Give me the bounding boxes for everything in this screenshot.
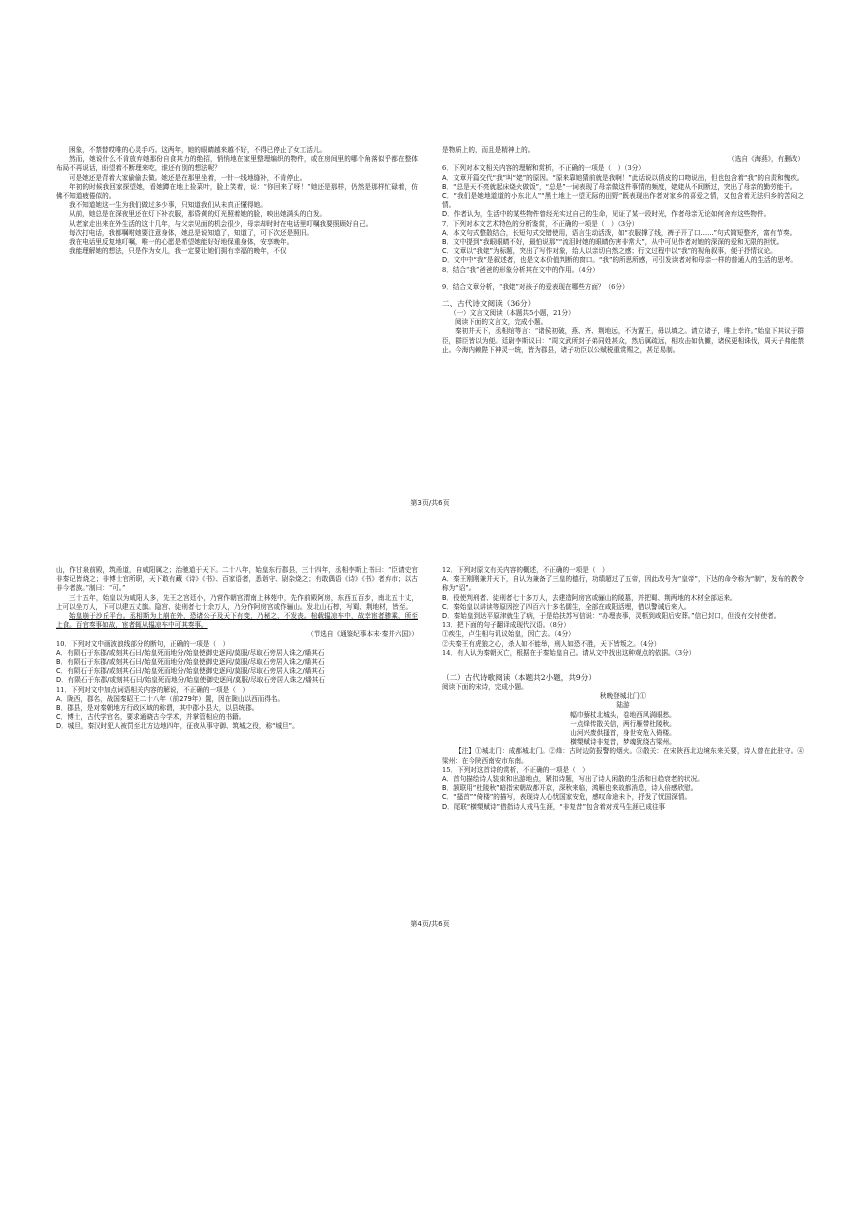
option-d: D．尾联“横槊赋诗”借指诗人戎马生涯，“非复昔”包含着对戎马生涯已成往事: [442, 802, 666, 811]
instruction: 阅读下面的宋诗，完成小题。: [442, 683, 528, 692]
paragraph: 我不知道她这一生为我们做过多少事，只知道我们从未真正懂得她。: [69, 201, 267, 210]
question-13: 13．把下面的句子翻译成现代汉语。（8分）: [442, 621, 570, 630]
option-a: A．秦王刚刚兼并天下，自认为兼备了三皇的德行，功绩超过了五帝，因此改号为“皇帝”，下达的命令称为“制”，发布的教令称为“诏”。: [442, 575, 804, 593]
option-a: A．首句描绘诗人装束和出游地点，紧扣诗题，写出了诗人闲散的生活和日趋衰老的状况。: [442, 775, 704, 784]
option-d: D．文中中“我”是叙述者，也是文本价值判断的窗口。“我”的所思所感，可引发读者对和母亲一样的普通人的生活的思考。: [442, 256, 798, 265]
sub-question: ②夫秦王有虎狼之心，杀人如不能举，刑人如恐不胜，天下皆叛之。（4分）: [442, 639, 661, 648]
subsection-heading: （一）文言文阅读（本题共5小题，21分）: [450, 309, 575, 318]
option-c: C．“我们是她地道道的小东北人”“黑土地上一望无际的田野”既表现出作者对家乡的喜爱之情，又包含着无法归乡的苦闷之情。: [442, 192, 804, 210]
paragraph: 从老家走出来在外生活的这十几年，与父亲见面的机会很少，母亲却时时在电话里叮嘱我要照顾好自己。: [69, 219, 373, 228]
poem-title: 秋晚登城北门①: [599, 692, 647, 701]
question-7: 7．下列对本文艺术特色的分析鉴赏，不正确的一项是（ ）（3分）: [442, 219, 639, 228]
page-4-right-column: [442, 566, 804, 812]
classical-text: 秦初并天下，丞相绾等言：“诸侯初破，燕、齐、荆地远，不为置王，毋以填之。请立诸子，唯上幸许。”始皇下其议于群臣，群臣皆以为便。廷尉李斯议曰：“周文武所封子弟同姓甚众，然后属疏远，相攻击如仇雠，诸侯更相诛伐，周天子弗能禁止。今海内赖陛下神灵一统，皆为郡县，诸子功臣以公赋税重赏赐之，甚足易制。: [442, 327, 804, 354]
page-3-left-column: [56, 146, 418, 256]
paragraph: 从前，她总是在深夜里还在灯下补衣服，那昏黄的灯光照着她的脸，映出她满头的白发。: [69, 210, 327, 219]
question-6: 6．下列对本文相关内容的理解和赏析，不正确的一项是（ ）（3分）: [442, 164, 645, 173]
option-b: B．“总是天不亮就起床烧火做饭”，“总是”一词表现了母亲做这件事情的频度，姥姥从不间断过，突出了母亲的勤劳能干。: [442, 182, 797, 191]
option-a: A．文章开篇交代“我”叫“姥”的原因。“原来靠她猜前就是我啊！”此话说以俏皮的口吻说出，但也包含着“我”的自责和愧疚。: [442, 173, 804, 182]
option-d: D．作者认为，生活中的某些物件曾经光实过自己的生命，见证了某一段时光，作者母亲无论如何舍弃这些物件。: [442, 210, 771, 219]
paragraph: 困象，不禁替哎唯的心灵手巧。这两年，她的眼睛越来越不好，不得已停止了女工活儿。: [69, 146, 327, 154]
paragraph: 可是她还是背着大家偷偷去做。她还是在那里坐着，一针一线地缝补，不肯停止。: [69, 173, 307, 182]
section-heading: 二、古代诗文阅读（36分）: [442, 299, 536, 309]
sub-question: ①疾生，卢生相与讥议始皇，因亡去。（4分）: [442, 630, 575, 639]
question-8: 8．结合“我”爸爸的形象分析其在文中的作用。（4分）: [442, 265, 599, 274]
option-d: D．秦始皇到达平原津就生了病，于是给扶苏写信说：“办理丧事，灵柩到咸阳后安葬。”信已封口，但没有交付使者。: [442, 612, 781, 621]
poem-line: 山河兴废供搔首，身世安危入倚楼。: [570, 729, 676, 738]
option-c: C．秦始皇以讲读等原因挖了四百六十多名儒生，全部在咸阳活埋，借以警诫后来人。: [442, 602, 691, 611]
option-a: A．本文句式整散结合，长短句式交错使用，语言生动活泼，如“衣服撑了线，裤子开了口……”句式简短整齐，富有节奏。: [442, 228, 797, 237]
answer-space: [442, 275, 804, 283]
paragraph: 是物质上的，而且是精神上的。: [442, 146, 535, 154]
option-a: A．有陨石于东郡/或刻其石曰/始皇死而地分/始皇使御史逐问/莫服/尽取石旁居人诛之/燔其石: [56, 648, 325, 657]
poem-line: 横槊赋诗非复昔，梦魂犹绕古梁州。: [570, 738, 676, 747]
poem-line: 一点烽传散关信，两行雁带杜陵秋。: [570, 719, 676, 728]
option-c: C．有陨石于东郡/或刻其石曰/始皇死而地分/始皇使御史逐问/莫服/尽取石旁居人诛之/燔其石: [56, 667, 325, 676]
option-d: D．有陨石于东郡/或刻其石曰/始皇死而地分/始皇使御史逐问/莫服/尽取石旁居人诛之/燔其石: [56, 676, 325, 685]
option-b: B．文中提到“我眼眼睛不好，最怕说那”“流泪时她的眼睛伤害非常大”，从中可见作者对她的深深的爱和无限的担忧。: [442, 238, 784, 247]
page-3: [56, 146, 808, 494]
option-c: C．文章以“我姥”为标题，突出了写作对象，给人以亲切自然之感；行文过程中以“我”的视角叙事，便于抒情议论。: [442, 247, 777, 256]
paragraph: 我在电话里反复地叮嘱，唯一的心愿是希望她能好好地保重身体，安享晚年。: [69, 238, 294, 247]
paragraph: 每次打电话，我都嘱咐她要注意身体，她总是说知道了，知道了，可下次还是照旧。: [69, 228, 313, 237]
subsection-heading: （二）古代诗歌阅读（本题共2小题，共9分）: [442, 673, 596, 683]
question-11: 11．下列对文中加点词语相关内容的解说，不正确的一项是（ ）: [56, 685, 250, 694]
page-footer: 第4页/共6页: [410, 920, 450, 928]
page-3-right-column: [442, 146, 804, 355]
page-footer: 第3页/共6页: [410, 499, 450, 507]
page-4: [56, 566, 808, 922]
classical-text: 三十五年，始皇以为咸阳人多，先王之宫廷小，乃营作朝宫渭南上林苑中，先作前殿阿房，东西五百步，南北五十丈，上可以坐万人，下可以建五丈旗。隐宫、徒刑者七十余万人，乃分作阿房宫或作骊山。发北山石椁，写蜀、荆地材，皆至。: [56, 593, 418, 611]
poem-author: 陆游: [616, 701, 630, 710]
answer-space: [442, 658, 804, 666]
paragraph: 然而，她说什么不肯放弃她那份自食其力的绝招，悄悄地在家里整理编织的物件，或在房间里的哪个角落似乎都在整体布局不再说话，盼望着不断理来吃，谁还有别的想法呢？: [56, 155, 418, 173]
question-14: 14．有人认为秦朝灭亡，根据在于秦始皇自己。请从文中找出这种观点的依据。（3分）: [442, 648, 696, 657]
question-12: 12．下列对原文有关内容的概述，不正确的一项是（ ）: [442, 566, 609, 574]
option-b: B．役使判刑者、徒刑者七十多万人，去建造阿房宫或骊山的陵墓，并把蜀、荆两地的木材全部运来。: [442, 593, 737, 602]
poem-line: 幅巾藜杖北城头，卷地西风满眼愁。: [570, 710, 676, 719]
paragraph: 我能理解她的想法，只是作为女儿，我一定要让她们拥有幸福的晚年，不仅: [69, 247, 287, 256]
option-b: B．有陨石于东郡/或刻其石曰/始皇死而地分/始皇使御史逐问/莫服/尽取石旁居人诛之/燔其石: [56, 658, 325, 667]
option-d: D．城旦，秦汉时犯人被罚至北方边地四年，征夜从事守御、筑城之役，称“城旦”。: [56, 722, 299, 731]
instruction: 阅读下面的文言文，完成小题。: [455, 318, 548, 327]
classical-text: 始皇崩于沙丘平台。丞相斯为上崩在外，恐诸公子及天下有变，乃秘之，不发丧。棺载辒凉车中，故幸宦者骖乘，所至上食。百官奏事如故，宦者辄从辒凉车中可其奏事。: [56, 612, 418, 630]
option-c: C．博士，古代学官名，要求通晓古今学术，并掌管相应的书籍。: [56, 713, 246, 722]
question-10: 10．下列对文中画波浪线部分的断句，正确的一项是（ ）: [56, 639, 230, 648]
option-b: B．郡县，是对秦朝地方行政区域的称谓，其中郡小县大，以县统郡。: [56, 704, 259, 713]
option-c: C．“搔首”“倚楼”的描写，表现诗人心忧国家安危，感叹命途未卜，抒发了忧国深情。: [442, 793, 692, 802]
poem-note: 【注】①城北门：成都城北门。②烽：古时边防报警的烟火。③散关：在宋陕西北边境东来关要，诗人曾在此驻守。④梁州：在今陕西南安市东南。: [442, 747, 804, 765]
paragraph: 年初的时候我回家探望她，看她蹲在地上捡菜叶，脸上笑着，说：“你回来了呀！”她还是那样，仍然是那样忙碌着，仿佛不知道疲倦似的。: [56, 182, 418, 201]
page-4-left-column: [56, 566, 418, 732]
option-b: B．颔联用“杜陵秋”暗指宋朝故都开京，深秋来临，鸿雁也来故都消息，诗人倍感欣慰。: [442, 784, 698, 793]
source-citation: （选自《海燕》，有删改）: [728, 155, 804, 164]
source-citation: （节选自《通鉴纪事本末·秦并六国》）: [307, 630, 418, 639]
classical-text: 山，作甘泉前殿，筑甬道，自咸阳属之；治驰道于天下。二十八年，始皇东行郡县，三十四年，丞相李斯上书曰：“臣请史官非秦记皆烧之；非博士官所职，天下敢有藏《诗》《书》、百家语者，悉诣守、尉杂烧之；有敢偶语《诗》《书》者弃市；以古非今者族。”制曰：“可。”: [56, 566, 418, 593]
option-a: A．陇西，郡名，战国秦昭王二十八年（前279年）置，因在陇山以西而得名。: [56, 694, 285, 703]
question-9: 9．结合文章分析，“我姥”对孩子的爱表现在哪些方面？（6分）: [442, 282, 629, 291]
question-15: 15．下列对这首诗的赏析，不正确的一项是（ ）: [442, 765, 589, 774]
